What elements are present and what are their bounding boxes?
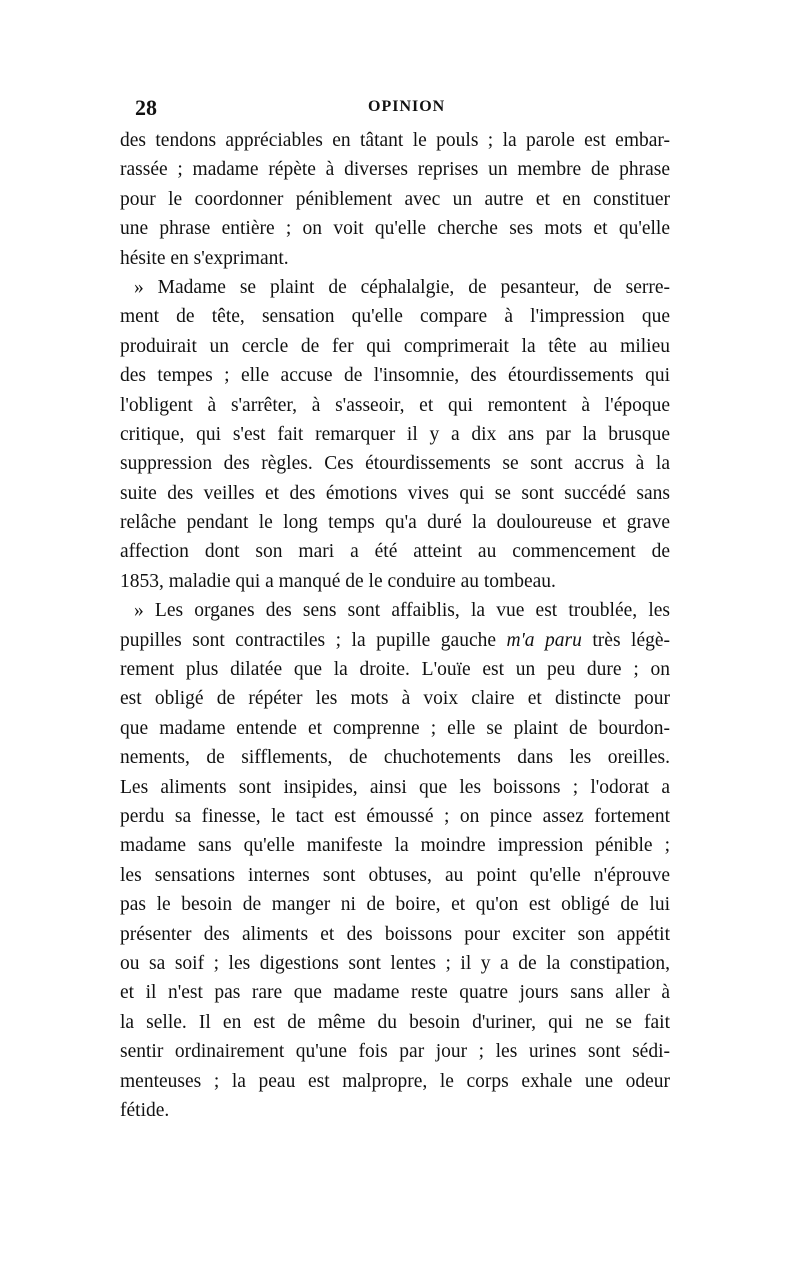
text-line: pas le besoin de manger ni de boire, et qu'on est obligé de lui (120, 894, 670, 916)
text-line: la selle. Il en est de même du besoin d'uriner, qui ne se fait (120, 1011, 670, 1033)
text-line: une phrase entière ; on voit qu'elle cherche ses mots et qu'elle (120, 218, 670, 240)
text-line: rassée ; madame répète à diverses reprises un membre de phrase (120, 159, 670, 181)
text-line: critique, qui s'est fait remarquer il y a dix ans par la brusque (120, 423, 670, 445)
text-line: des tempes ; elle accuse de l'insomnie, des étourdissements qui (120, 365, 670, 387)
text-line: produirait un cercle de fer qui comprimerait la tête au milieu (120, 335, 670, 357)
text-line: rement plus dilatée que la droite. L'ouïe est un peu dure ; on (120, 659, 670, 681)
text-line: Les aliments sont insipides, ainsi que les boissons ; l'odorat a (120, 776, 670, 798)
running-title: OPINION (368, 98, 446, 115)
paragraph-start-line: » Les organes des sens sont affaiblis, la vue est troublée, les (134, 600, 670, 622)
text-segment: très légè- (592, 629, 670, 651)
italic-phrase: m'a paru (506, 629, 582, 651)
text-line: ment de tête, sensation qu'elle compare à l'impression que (120, 306, 670, 328)
text-line: pour le coordonner péniblement avec un autre et en constituer (120, 188, 670, 210)
text-line: hésite en s'exprimant. (120, 247, 289, 269)
text-line: présenter des aliments et des boissons pour exciter son appétit (120, 923, 670, 945)
text-line: perdu sa finesse, le tact est émoussé ; on pince assez fortement (120, 805, 670, 827)
text-line: que madame entende et comprenne ; elle se plaint de bourdon- (120, 717, 670, 739)
text-line-with-italic (120, 626, 670, 655)
text-line: est obligé de répéter les mots à voix claire et distincte pour (120, 688, 670, 710)
text-line: suppression des règles. Ces étourdissements se sont accrus à la (120, 453, 670, 475)
paragraph-start-line: » Madame se plaint de céphalalgie, de pesanteur, de serre- (134, 276, 670, 298)
text-line: fétide. (120, 1099, 170, 1121)
text-segment: pupilles sont contractiles ; la pupille gauche (120, 629, 496, 651)
page-header (135, 95, 670, 121)
text-line: des tendons appréciables en tâtant le pouls ; la parole est embar- (120, 130, 670, 151)
text-line: 1853, maladie qui a manqué de le conduire au tombeau. (120, 570, 556, 592)
body-text (120, 126, 670, 1125)
text-line: nements, de sifflements, de chuchotements dans les oreilles. (120, 747, 670, 769)
text-line: affection dont son mari a été atteint au commencement de (120, 541, 670, 563)
text-line: madame sans qu'elle manifeste la moindre impression pénible ; (120, 835, 670, 857)
text-line: les sensations internes sont obtuses, au point qu'elle n'éprouve (120, 864, 670, 886)
text-line: suite des veilles et des émotions vives qui se sont succédé sans (120, 482, 670, 504)
text-line: menteuses ; la peau est malpropre, le corps exhale une odeur (120, 1070, 670, 1092)
text-line: ou sa soif ; les digestions sont lentes ; il y a de la constipation, (120, 952, 670, 974)
text-line: l'obligent à s'arrêter, à s'asseoir, et qui remontent à l'époque (120, 394, 670, 416)
text-line: et il n'est pas rare que madame reste quatre jours sans aller à (120, 982, 670, 1004)
text-line: relâche pendant le long temps qu'a duré la douloureuse et grave (120, 512, 670, 534)
text-line: sentir ordinairement qu'une fois par jour ; les urines sont sédi- (120, 1041, 670, 1063)
page-number: 28 (135, 95, 157, 120)
